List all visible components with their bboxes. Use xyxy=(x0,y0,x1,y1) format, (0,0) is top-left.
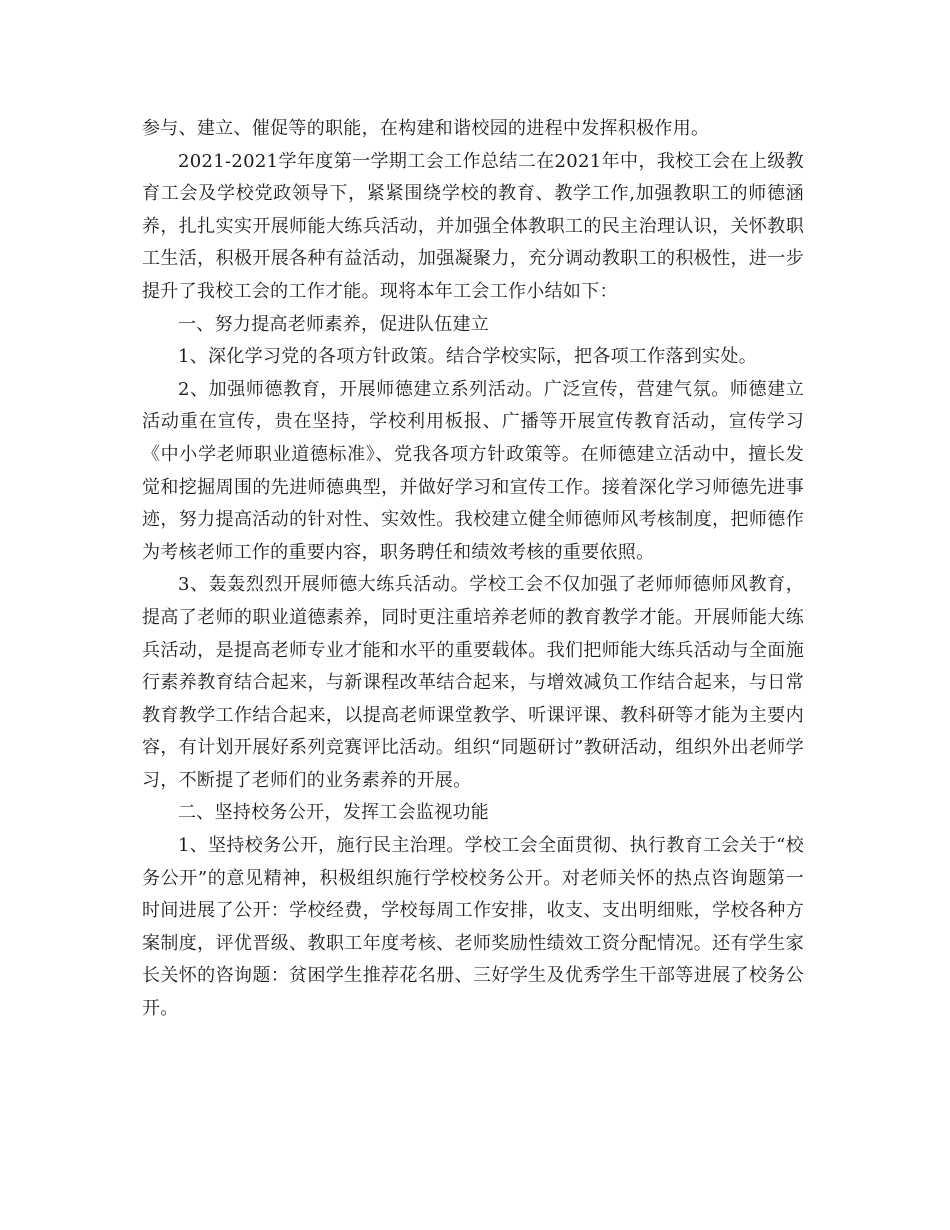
paragraph-6: 3、轰轰烈烈开展师德大练兵活动。学校工会不仅加强了老师师德师风教育，提高了老师的职业道德素养，同时更注重培养老师的教育教学才能。开展师能大练兵活动，是提高老师专业才能和水平的重要载体。我们把师能大练兵活动与全面施行素养教育结合起来，与新课程改革结合起来，与增效减负工作结合起来，与日常教育教学工作结合起来，以提高老师课堂教学、听课评课、教科研等才能为主要内容，有计划开展好系列竞赛评比活动。组织“同题研讨”教研活动，组织外出老师学习，不断提了老师们的业务素养的开展。 xyxy=(142,574,804,791)
paragraph-2: 2021-2021学年度第一学期工会工作总结二在2021年中，我校工会在上级教育工会及学校党政领导下，紧紧围绕学校的教育、教学工作,加强教职工的师德涵养，扎扎实实开展师能大练兵活动，并加强全体教职工的民主治理认识，关怀教职工生活，积极开展各种有益活动，加强凝聚力，充分调动教职工的积极性，进一步提升了我校工会的工作才能。现将本年工会工作小结如下： xyxy=(142,150,804,302)
document-page xyxy=(142,113,804,1026)
paragraph-4: 1、深化学习党的各项方针政策。结合学校实际，把各项工作落到实处。 xyxy=(178,346,758,368)
paragraph-8: 1、坚持校务公开，施行民主治理。学校工会全面贯彻、执行教育工会关于“校务公开”的意见精神，积极组织施行学校校务公开。对老师关怀的热点咨询题第一时间进展了公开：学校经费，学校每周工作安排，收支、支出明细账，学校各种方案制度，评优晋级、教职工年度考核、老师奖励性绩效工资分配情况。还有学生家长关怀的咨询题：贫困学生推荐花名册、三好学生及优秀学生干部等进展了校务公开。 xyxy=(142,835,804,1020)
paragraph-1: 参与、建立、催促等的职能，在构建和谐校园的进程中发挥积极作用。 xyxy=(142,118,710,139)
section-heading-2: 二、坚持校务公开，发挥工会监视功能 xyxy=(178,802,490,824)
section-heading-1: 一、努力提高老师素养，促进队伍建立 xyxy=(178,313,490,335)
paragraph-5: 2、加强师德教育，开展师德建立系列活动。广泛宣传，营建气氛。师德建立活动重在宣传，贵在坚持，学校利用板报、广播等开展宣传教育活动，宣传学习《中小学老师职业道德标准》、党我各项方针政策等。在师德建立活动中，擅长发觉和挖掘周围的先进师德典型，并做好学习和宣传工作。接着深化学习师德先进事迹，努力提高活动的针对性、实效性。我校建立健全师德师风考核制度，把师德作为考核老师工作的重要内容，职务聘任和绩效考核的重要依照。 xyxy=(142,378,804,563)
